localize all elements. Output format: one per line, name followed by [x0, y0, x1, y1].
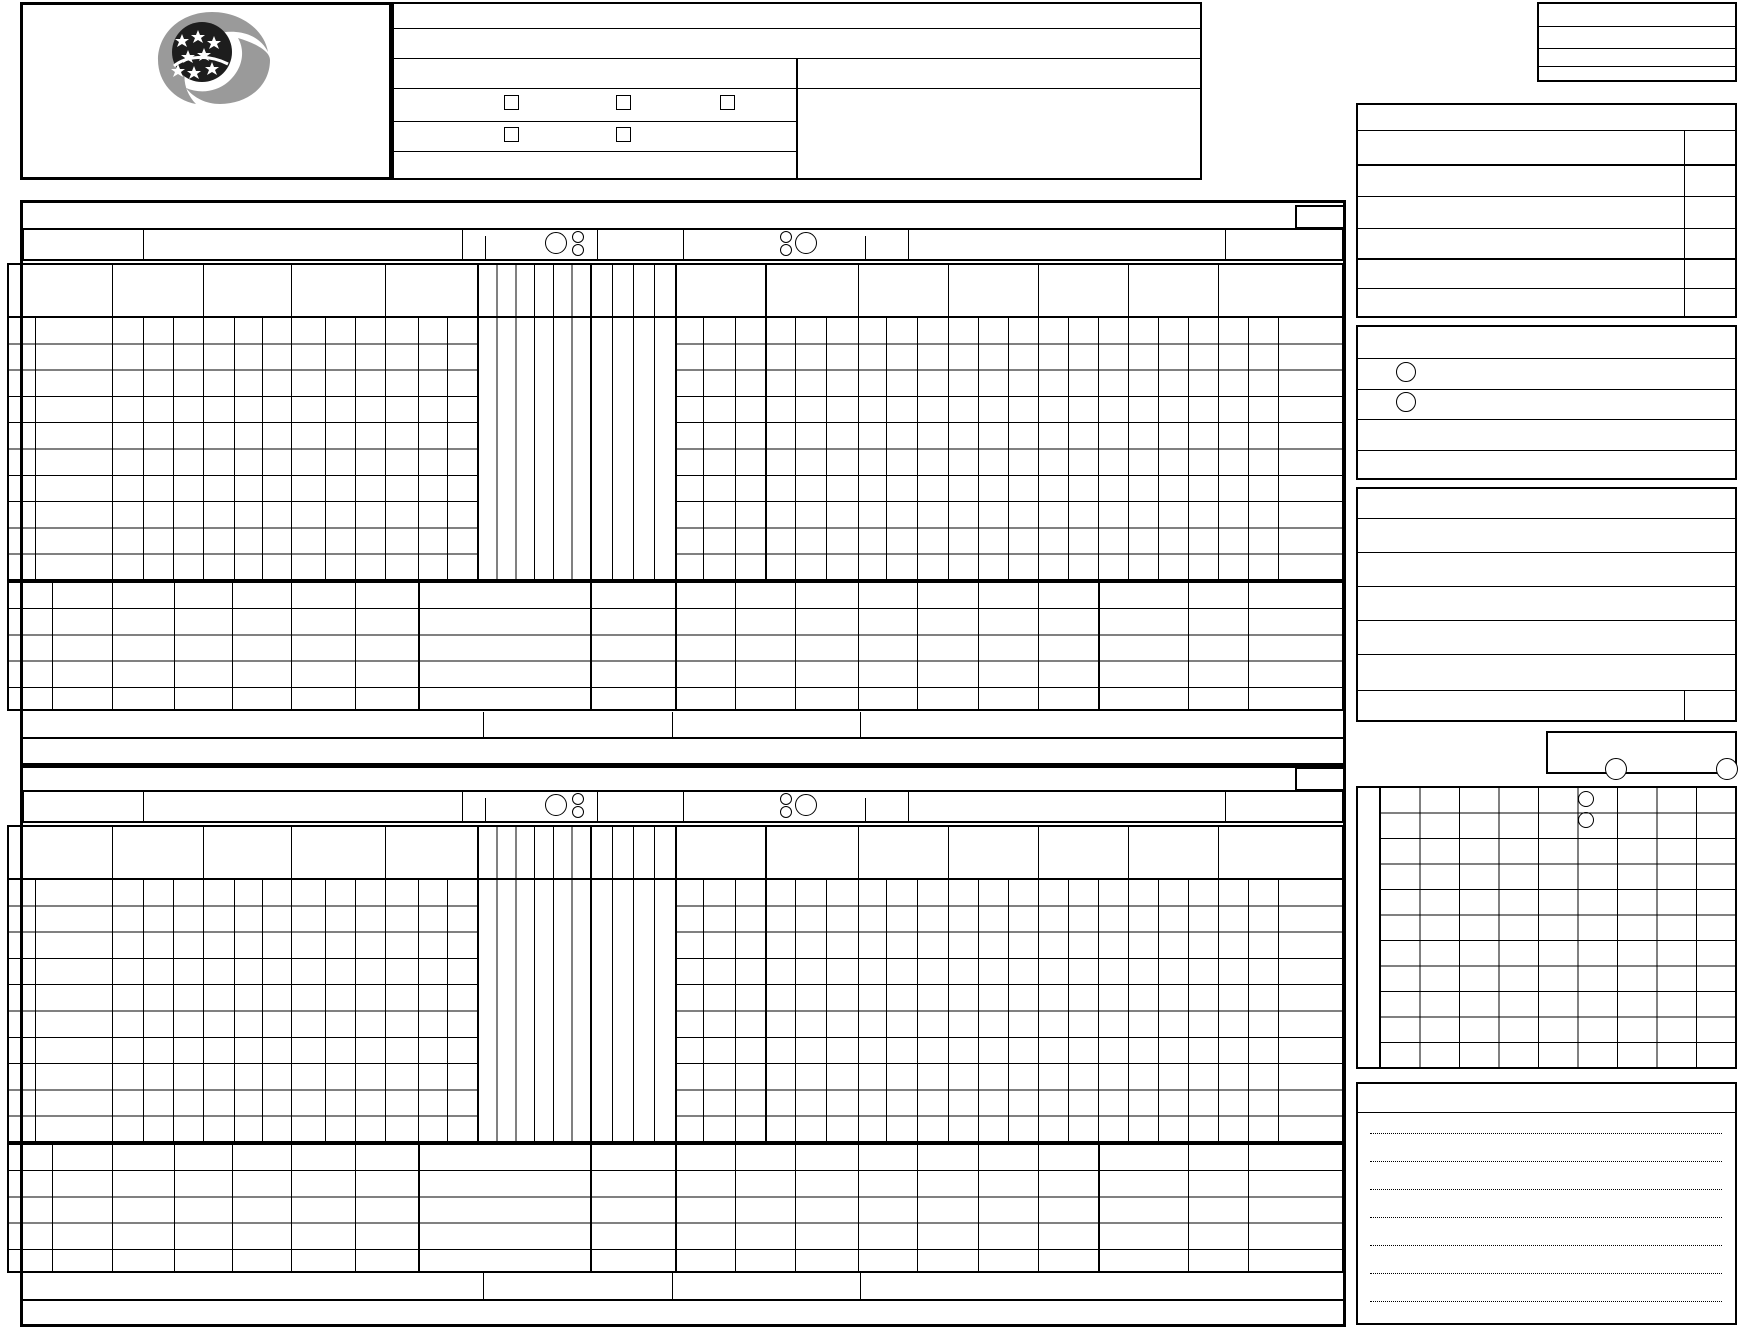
approval-line-4	[1357, 620, 1736, 621]
remarks-dotted-line-1[interactable]	[1370, 1133, 1722, 1134]
results-line-4	[1357, 228, 1736, 229]
set-2-right-subcol-9	[1068, 879, 1069, 1142]
set-1-serve-circle-b-small-2[interactable]	[780, 244, 792, 256]
set-2-left-subcol-8	[418, 879, 419, 1142]
set-1-team-row-div-4	[597, 229, 598, 260]
set-1-sub-col-2	[112, 582, 113, 710]
set-2-sub-col-11	[795, 1144, 796, 1272]
results-line-5	[1357, 258, 1736, 260]
set-2-serve-circle-a-small-1[interactable]	[572, 793, 584, 805]
set-2-sub-col-12	[858, 1144, 859, 1272]
set-1-right-subcol-3	[795, 317, 796, 580]
remarks-box	[1356, 1082, 1737, 1325]
approval-line-1	[1357, 518, 1736, 519]
set-1-left-subcol-4	[234, 317, 235, 580]
set-1-team-row-div-8	[1225, 229, 1226, 260]
set-1-sub-col-3	[174, 582, 175, 710]
set-1-left-subcol-8	[418, 317, 419, 580]
set-2-right-subcol-11	[1158, 879, 1159, 1142]
remarks-dotted-line-7[interactable]	[1370, 1301, 1722, 1302]
sanction-circle-2[interactable]	[1396, 392, 1416, 412]
set-2-left-subcol-6	[325, 879, 326, 1142]
set-1-center-score-ladder-right[interactable]	[591, 264, 675, 580]
set-2-right-subcol-10	[1098, 879, 1099, 1142]
header-top-right-line-2	[1538, 48, 1736, 49]
results-col-divider-2	[1684, 164, 1685, 318]
set-1-bottom-col-3	[860, 712, 861, 738]
set-1-sub-col-12	[858, 582, 859, 710]
set-1-sub-col-17	[1188, 582, 1189, 710]
set-1-sub-col-8	[590, 582, 592, 710]
set-1-right-subcol-4	[826, 317, 827, 580]
set-2-left-rows[interactable]	[8, 879, 477, 1142]
set-1-number-tab	[1295, 205, 1345, 229]
set-2-right-subcol-7	[978, 879, 979, 1142]
set-1-sub-col-9	[675, 582, 677, 710]
set-2-team-row-div-3	[485, 798, 486, 822]
set-2-serve-circle-b[interactable]	[795, 794, 817, 816]
set-2-left-subcol-3	[173, 879, 174, 1142]
set-1-left-subcol-9	[447, 317, 448, 580]
sanctions-line-4	[1357, 450, 1736, 451]
set-2-sub-col-6	[355, 1144, 356, 1272]
set-1-sub-col-15	[1038, 582, 1039, 710]
set-2-bottom-divider	[22, 1299, 1344, 1301]
header-top-right-box	[1537, 2, 1737, 82]
header-divider-1	[393, 28, 1201, 29]
set-2-team-row-div-6	[865, 798, 866, 822]
set-2-serve-circle-b-small-1[interactable]	[780, 793, 792, 805]
header-divider-4	[393, 121, 797, 122]
set-2-bottom-col-3	[860, 1273, 861, 1299]
header-vertical-split	[796, 58, 798, 180]
set-1-sub-col-16	[1098, 582, 1100, 710]
set-2-right-rows[interactable]	[676, 879, 1343, 1142]
results-col-divider-1	[1684, 130, 1685, 164]
set-2-right-subcol-1	[703, 879, 704, 1142]
set-2-right-subcol-4	[826, 879, 827, 1142]
set-2-left-subcol-7	[355, 879, 356, 1142]
side-panel-approval-box	[1356, 487, 1737, 722]
set-2-serve-circle-a-small-2[interactable]	[572, 806, 584, 818]
set-2-team-row-div-2	[462, 791, 463, 822]
approval-line-6	[1357, 690, 1736, 691]
set-1-team-row-div-1	[143, 229, 144, 260]
set-2-sub-col-15	[1038, 1144, 1039, 1272]
remarks-dotted-line-2[interactable]	[1370, 1161, 1722, 1162]
set-2-sub-col-10	[735, 1144, 736, 1272]
set-1-bottom-divider	[22, 737, 1344, 739]
set-2-left-subcol-9	[447, 879, 448, 1142]
set-1-serve-circle-a-small-1[interactable]	[572, 231, 584, 243]
set-1-left-subcol-5	[262, 317, 263, 580]
approval-col-divider	[1684, 690, 1685, 722]
set-1-team-row-div-6	[865, 236, 866, 260]
set-1-team-row-div-5	[683, 229, 684, 260]
remarks-dotted-line-5[interactable]	[1370, 1245, 1722, 1246]
set-1-sub-col-7	[418, 582, 420, 710]
approval-line-2	[1357, 552, 1736, 553]
results-line-2	[1357, 164, 1736, 166]
set-2-right-subcol-12	[1188, 879, 1189, 1142]
set-1-sub-col-6	[355, 582, 356, 710]
set-2-sub-col-4	[232, 1144, 233, 1272]
results-line-6	[1357, 288, 1736, 289]
set-2-right-subcol-6	[917, 879, 918, 1142]
sanctions-line-2	[1357, 389, 1736, 390]
set-2-sub-col-7	[418, 1144, 420, 1272]
set-1-right-subcol-5	[886, 317, 887, 580]
tiebreak-grid-cells[interactable]	[1380, 787, 1736, 1068]
set-1-right-subcol-13	[1248, 317, 1249, 580]
side-panel-results-box	[1356, 103, 1737, 318]
set-2-number-tab	[1295, 767, 1345, 791]
approval-line-3	[1357, 586, 1736, 587]
results-line-1	[1357, 130, 1736, 131]
set-1-bottom-col-1	[483, 712, 484, 738]
set-1-team-row-div-3	[485, 236, 486, 260]
set-2-sub-col-13	[917, 1144, 918, 1272]
toss-circle-right[interactable]	[1716, 758, 1738, 780]
set-2-sub-col-3	[174, 1144, 175, 1272]
set-2-sub-col-14	[978, 1144, 979, 1272]
tiebreak-header-box	[1546, 731, 1737, 774]
sanction-circle-1[interactable]	[1396, 362, 1416, 382]
set-1-left-rows[interactable]	[8, 317, 477, 580]
set-2-team-row-div-8	[1225, 791, 1226, 822]
set-1-right-subcol-7	[978, 317, 979, 580]
header-top-right-line-3	[1538, 66, 1736, 67]
set-2-left-subcol-4	[234, 879, 235, 1142]
header-top-right-line-1	[1538, 26, 1736, 27]
set-1-right-subcol-14	[1278, 317, 1279, 580]
set-2-left-subcol-1	[35, 879, 36, 1142]
set-2-bottom-col-1	[483, 1273, 484, 1299]
set-1-right-subcol-9	[1068, 317, 1069, 580]
remarks-title-divider	[1357, 1112, 1736, 1113]
usa-volleyball-ball-icon	[150, 8, 274, 106]
set-1-team-row-div-2	[462, 229, 463, 260]
set-2-sub-col-18	[1248, 1144, 1249, 1272]
set-2-sub-col-2	[112, 1144, 113, 1272]
checkbox-4[interactable]	[504, 127, 519, 142]
set-2-sub-col-16	[1098, 1144, 1100, 1272]
set-1-left-subcol-3	[173, 317, 174, 580]
set-1-serve-circle-b[interactable]	[795, 232, 817, 254]
set-2-bottom-col-2	[672, 1273, 673, 1299]
set-2-right-subcol-14	[1278, 879, 1279, 1142]
set-2-team-row-div-5	[683, 791, 684, 822]
set-2-sub-col-5	[291, 1144, 292, 1272]
checkbox-1[interactable]	[504, 95, 519, 110]
set-1-sub-col-14	[978, 582, 979, 710]
set-2-team-row-div-4	[597, 791, 598, 822]
set-1-team-row-div-7	[908, 229, 909, 260]
set-1-serve-circle-a[interactable]	[545, 232, 567, 254]
set-2-left-subcol-2	[143, 879, 144, 1142]
set-2-sub-col-17	[1188, 1144, 1189, 1272]
set-1-left-subcol-1	[35, 317, 36, 580]
set-2-right-subcol-5	[886, 879, 887, 1142]
set-1-right-subcol-8	[1008, 317, 1009, 580]
remarks-dotted-line-3[interactable]	[1370, 1189, 1722, 1190]
set-1-left-subcol-7	[355, 317, 356, 580]
set-2-right-subcol-3	[795, 879, 796, 1142]
sanctions-line-3	[1357, 419, 1736, 420]
set-1-sub-col-11	[795, 582, 796, 710]
set-1-sub-col-4	[232, 582, 233, 710]
set-1-right-subcol-12	[1188, 317, 1189, 580]
set-1-sub-col-13	[917, 582, 918, 710]
set-1-bottom-col-2	[672, 712, 673, 738]
checkbox-5[interactable]	[616, 127, 631, 142]
checkbox-3[interactable]	[720, 95, 735, 110]
set-2-right-subcol-13	[1248, 879, 1249, 1142]
set-2-serve-circle-a[interactable]	[545, 794, 567, 816]
set-1-serve-circle-a-small-2[interactable]	[572, 244, 584, 256]
set-1-serve-circle-b-small-1[interactable]	[780, 231, 792, 243]
toss-circle-left[interactable]	[1605, 758, 1627, 780]
remarks-dotted-line-4[interactable]	[1370, 1217, 1722, 1218]
sanctions-line-1	[1357, 358, 1736, 359]
set-1-right-subcol-6	[917, 317, 918, 580]
set-2-center-score-ladder-left[interactable]	[478, 826, 590, 1142]
checkbox-2[interactable]	[616, 95, 631, 110]
set-1-right-rows[interactable]	[676, 317, 1343, 580]
set-2-sub-col-9	[675, 1144, 677, 1272]
set-2-left-subcol-5	[262, 879, 263, 1142]
set-1-left-subcol-2	[143, 317, 144, 580]
set-1-center-score-ladder-left[interactable]	[478, 264, 590, 580]
remarks-dotted-line-6[interactable]	[1370, 1273, 1722, 1274]
set-1-left-subcol-6	[325, 317, 326, 580]
set-1-right-subcol-1	[703, 317, 704, 580]
set-1-right-subcol-2	[735, 317, 736, 580]
set-1-sub-col-18	[1248, 582, 1249, 710]
set-2-sub-col-8	[590, 1144, 592, 1272]
set-2-serve-circle-b-small-2[interactable]	[780, 806, 792, 818]
header-divider-5	[393, 151, 797, 152]
results-line-3	[1357, 196, 1736, 197]
set-1-sub-col-5	[291, 582, 292, 710]
set-2-right-subcol-2	[735, 879, 736, 1142]
set-1-sub-col-10	[735, 582, 736, 710]
set-1-sub-col-1	[52, 582, 53, 710]
set-1-right-subcol-11	[1158, 317, 1159, 580]
set-2-right-subcol-8	[1008, 879, 1009, 1142]
set-2-sub-col-1	[52, 1144, 53, 1272]
approval-line-5	[1357, 654, 1736, 655]
set-2-team-row-div-7	[908, 791, 909, 822]
set-2-team-row-div-1	[143, 791, 144, 822]
set-1-right-subcol-10	[1098, 317, 1099, 580]
set-2-center-score-ladder-right[interactable]	[591, 826, 675, 1142]
